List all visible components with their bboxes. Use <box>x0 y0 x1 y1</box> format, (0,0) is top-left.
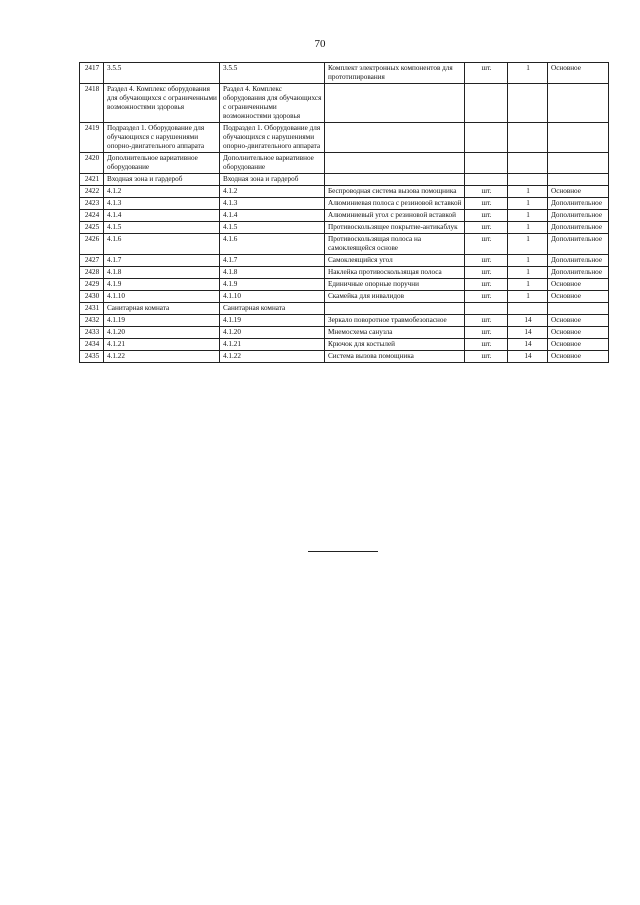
row-number-cell: 2434 <box>80 339 104 351</box>
table-row <box>80 198 609 210</box>
unit-cell: шт. <box>465 291 508 303</box>
item-name-cell: Самоклеящийся угол <box>325 255 465 267</box>
code-copy-cell: Дополнительное вариативное оборудование <box>220 153 325 174</box>
quantity-cell: 1 <box>508 198 548 210</box>
table-row <box>80 303 609 315</box>
unit-cell: шт. <box>465 186 508 198</box>
code-cell: 4.1.20 <box>104 327 220 339</box>
page-number: 70 <box>314 38 326 50</box>
row-number-cell: 2426 <box>80 234 104 255</box>
code-copy-cell: 4.1.19 <box>220 315 325 327</box>
code-copy-cell: 4.1.22 <box>220 351 325 363</box>
table-row <box>80 210 609 222</box>
equipment-type-cell: Основное <box>548 327 609 339</box>
code-copy-cell: Подраздел 1. Оборудование для обучающихся с нарушениями опорно-двигательного аппарата <box>220 123 325 153</box>
table-row <box>80 234 609 255</box>
code-cell: 4.1.22 <box>104 351 220 363</box>
quantity-cell <box>508 84 548 123</box>
row-number-cell: 2422 <box>80 186 104 198</box>
equipment-type-cell: Дополнительное <box>548 198 609 210</box>
equipment-type-cell <box>548 303 609 315</box>
table-row <box>80 351 609 363</box>
table-row <box>80 123 609 153</box>
code-cell: Входная зона и гардероб <box>104 174 220 186</box>
quantity-cell: 1 <box>508 291 548 303</box>
item-name-cell <box>325 303 465 315</box>
code-cell: 4.1.6 <box>104 234 220 255</box>
equipment-type-cell <box>548 174 609 186</box>
table-row <box>80 153 609 174</box>
unit-cell <box>465 123 508 153</box>
table-row <box>80 222 609 234</box>
unit-cell: шт. <box>465 222 508 234</box>
code-cell: 4.1.8 <box>104 267 220 279</box>
table-row <box>80 174 609 186</box>
code-cell: Раздел 4. Комплекс оборудования для обучающихся с ограниченными возможностями здоровья <box>104 84 220 123</box>
code-copy-cell: 4.1.9 <box>220 279 325 291</box>
table-row <box>80 279 609 291</box>
code-copy-cell: 4.1.10 <box>220 291 325 303</box>
code-copy-cell: 4.1.20 <box>220 327 325 339</box>
code-copy-cell: 4.1.2 <box>220 186 325 198</box>
code-copy-cell: Раздел 4. Комплекс оборудования для обучающихся с ограниченными возможностями здоровья <box>220 84 325 123</box>
table-body <box>80 63 609 363</box>
item-name-cell: Наклейка противоскользящая полоса <box>325 267 465 279</box>
unit-cell: шт. <box>465 198 508 210</box>
end-divider-line <box>308 551 378 552</box>
quantity-cell <box>508 153 548 174</box>
quantity-cell <box>508 174 548 186</box>
quantity-cell: 14 <box>508 351 548 363</box>
quantity-cell <box>508 123 548 153</box>
unit-cell <box>465 153 508 174</box>
row-number-cell: 2435 <box>80 351 104 363</box>
item-name-cell: Алюминиевый угол с резиновой вставкой <box>325 210 465 222</box>
quantity-cell: 14 <box>508 315 548 327</box>
row-number-cell: 2423 <box>80 198 104 210</box>
code-cell: Санитарная комната <box>104 303 220 315</box>
item-name-cell: Беспроводная система вызова помощника <box>325 186 465 198</box>
item-name-cell <box>325 174 465 186</box>
table-row <box>80 255 609 267</box>
code-copy-cell: 4.1.3 <box>220 198 325 210</box>
unit-cell: шт. <box>465 315 508 327</box>
code-copy-cell: 4.1.4 <box>220 210 325 222</box>
item-name-cell: Единичные опорные поручни <box>325 279 465 291</box>
code-cell: 4.1.3 <box>104 198 220 210</box>
code-copy-cell: 4.1.21 <box>220 339 325 351</box>
quantity-cell: 1 <box>508 279 548 291</box>
row-number-cell: 2425 <box>80 222 104 234</box>
code-cell: Подраздел 1. Оборудование для обучающихся с нарушениями опорно-двигательного аппарата <box>104 123 220 153</box>
code-cell: Дополнительное вариативное оборудование <box>104 153 220 174</box>
item-name-cell: Алюминиевая полоса с резиновой вставкой <box>325 198 465 210</box>
equipment-type-cell: Дополнительное <box>548 255 609 267</box>
code-copy-cell: 4.1.5 <box>220 222 325 234</box>
quantity-cell: 1 <box>508 63 548 84</box>
table-row <box>80 291 609 303</box>
equipment-type-cell: Основное <box>548 186 609 198</box>
row-number-cell: 2431 <box>80 303 104 315</box>
item-name-cell: Комплект электронных компонентов для прототипирования <box>325 63 465 84</box>
row-number-cell: 2430 <box>80 291 104 303</box>
code-copy-cell: Входная зона и гардероб <box>220 174 325 186</box>
table-row <box>80 267 609 279</box>
quantity-cell: 1 <box>508 234 548 255</box>
unit-cell: шт. <box>465 267 508 279</box>
unit-cell: шт. <box>465 63 508 84</box>
unit-cell: шт. <box>465 210 508 222</box>
table-row <box>80 315 609 327</box>
equipment-type-cell: Дополнительное <box>548 267 609 279</box>
quantity-cell: 1 <box>508 267 548 279</box>
unit-cell <box>465 303 508 315</box>
code-copy-cell: Санитарная комната <box>220 303 325 315</box>
equipment-type-cell: Основное <box>548 291 609 303</box>
row-number-cell: 2420 <box>80 153 104 174</box>
code-cell: 4.1.5 <box>104 222 220 234</box>
equipment-type-cell <box>548 153 609 174</box>
item-name-cell: Крючок для костылей <box>325 339 465 351</box>
unit-cell <box>465 84 508 123</box>
item-name-cell: Противоскользящее покрытие-антикаблук <box>325 222 465 234</box>
item-name-cell: Зеркало поворотное травмобезопасное <box>325 315 465 327</box>
table-row <box>80 327 609 339</box>
code-cell: 4.1.19 <box>104 315 220 327</box>
row-number-cell: 2419 <box>80 123 104 153</box>
equipment-type-cell: Основное <box>548 279 609 291</box>
row-number-cell: 2428 <box>80 267 104 279</box>
unit-cell: шт. <box>465 234 508 255</box>
equipment-type-cell <box>548 123 609 153</box>
quantity-cell: 1 <box>508 255 548 267</box>
code-cell: 4.1.7 <box>104 255 220 267</box>
item-name-cell <box>325 84 465 123</box>
code-copy-cell: 3.5.5 <box>220 63 325 84</box>
table-row <box>80 84 609 123</box>
row-number-cell: 2418 <box>80 84 104 123</box>
code-copy-cell: 4.1.8 <box>220 267 325 279</box>
equipment-type-cell: Дополнительное <box>548 210 609 222</box>
quantity-cell: 1 <box>508 222 548 234</box>
unit-cell: шт. <box>465 327 508 339</box>
code-cell: 4.1.4 <box>104 210 220 222</box>
table-row <box>80 186 609 198</box>
table-row <box>80 63 609 84</box>
code-copy-cell: 4.1.7 <box>220 255 325 267</box>
code-copy-cell: 4.1.6 <box>220 234 325 255</box>
equipment-type-cell: Дополнительное <box>548 234 609 255</box>
row-number-cell: 2433 <box>80 327 104 339</box>
equipment-type-cell: Основное <box>548 315 609 327</box>
equipment-type-cell: Основное <box>548 351 609 363</box>
code-cell: 3.5.5 <box>104 63 220 84</box>
row-number-cell: 2427 <box>80 255 104 267</box>
unit-cell: шт. <box>465 351 508 363</box>
equipment-type-cell <box>548 84 609 123</box>
item-name-cell <box>325 153 465 174</box>
unit-cell: шт. <box>465 255 508 267</box>
unit-cell: шт. <box>465 279 508 291</box>
item-name-cell <box>325 123 465 153</box>
unit-cell: шт. <box>465 339 508 351</box>
code-cell: 4.1.10 <box>104 291 220 303</box>
code-cell: 4.1.2 <box>104 186 220 198</box>
row-number-cell: 2421 <box>80 174 104 186</box>
item-name-cell: Система вызова помощника <box>325 351 465 363</box>
quantity-cell: 14 <box>508 327 548 339</box>
item-name-cell: Противоскользящая полоса на самоклеящейся основе <box>325 234 465 255</box>
quantity-cell: 14 <box>508 339 548 351</box>
quantity-cell <box>508 303 548 315</box>
item-name-cell: Мнемосхема санузла <box>325 327 465 339</box>
equipment-type-cell: Основное <box>548 339 609 351</box>
item-name-cell: Скамейка для инвалидов <box>325 291 465 303</box>
row-number-cell: 2417 <box>80 63 104 84</box>
quantity-cell: 1 <box>508 186 548 198</box>
table-row <box>80 339 609 351</box>
code-cell: 4.1.21 <box>104 339 220 351</box>
row-number-cell: 2432 <box>80 315 104 327</box>
quantity-cell: 1 <box>508 210 548 222</box>
code-cell: 4.1.9 <box>104 279 220 291</box>
row-number-cell: 2429 <box>80 279 104 291</box>
equipment-type-cell: Дополнительное <box>548 222 609 234</box>
unit-cell <box>465 174 508 186</box>
equipment-type-cell: Основное <box>548 63 609 84</box>
row-number-cell: 2424 <box>80 210 104 222</box>
equipment-table <box>79 62 609 363</box>
